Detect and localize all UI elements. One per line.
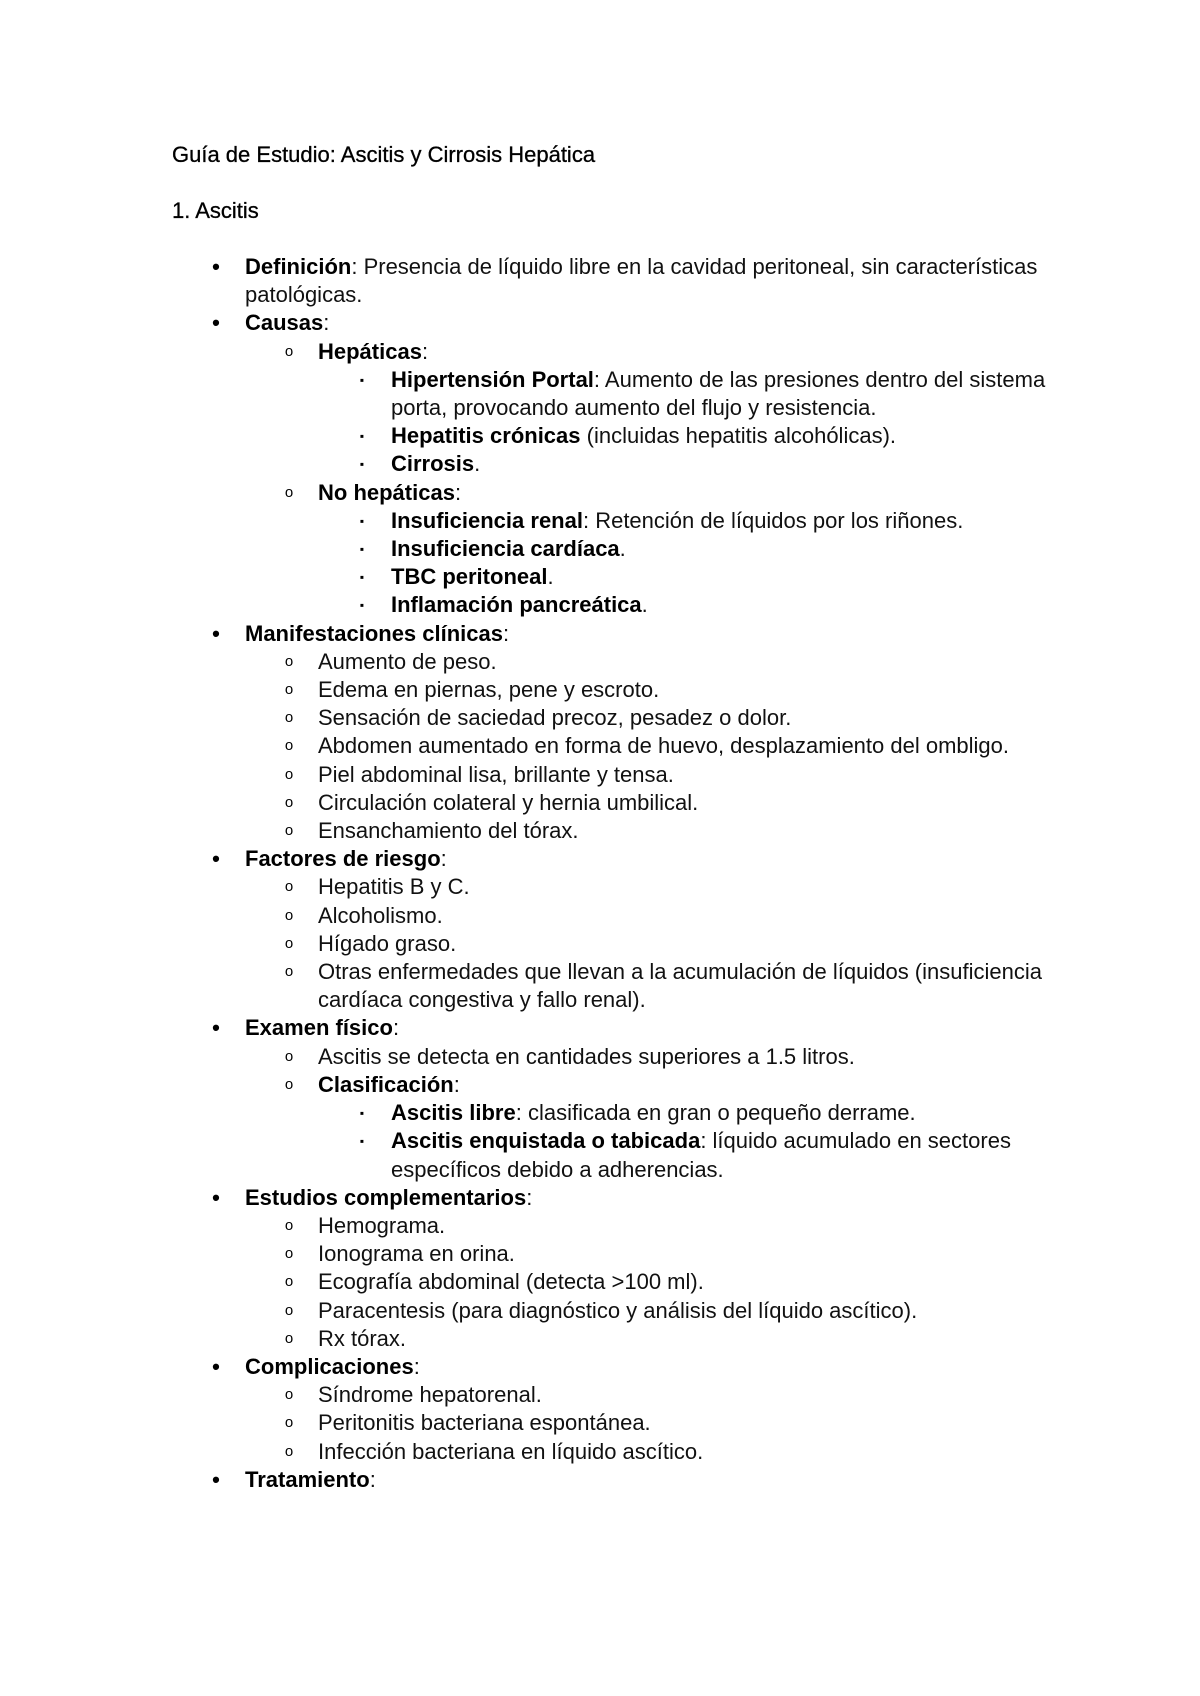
item-text: : líquido acumulado en sectores específicos debido a adherencias. [391, 1128, 1011, 1182]
bullet-icon: o [284, 1442, 294, 1460]
item-text: Infección bacteriana en líquido ascítico. [318, 1438, 704, 1464]
bullet-icon: o [284, 906, 294, 924]
item-text: . [619, 536, 626, 562]
item-text: Rx tórax. [318, 1325, 407, 1351]
item-text: : [453, 1071, 460, 1097]
list-item-level-1 [172, 845, 1072, 873]
bullet-icon: o [284, 1386, 294, 1404]
sub-list-container [245, 366, 1072, 479]
sub-list-container [245, 1099, 1072, 1184]
item-text: (incluidas hepatitis alcohólicas). [580, 423, 897, 449]
list-item-level-1 [172, 1014, 1072, 1042]
list-item-level-2 [245, 958, 1072, 1014]
item-text: Sensación de saciedad precoz, pesadez o dolor. [318, 705, 792, 731]
bullet-icon: • [212, 620, 220, 646]
item-term: Causas [245, 310, 324, 336]
item-term: Hepáticas [318, 338, 422, 364]
list-item-level-2 [245, 1071, 1072, 1099]
bullet-icon: ▪ [359, 1106, 365, 1121]
item-term: Ascitis libre [391, 1100, 516, 1126]
item-text: Ensanchamiento del tórax. [318, 818, 579, 844]
item-text: Hemograma. [318, 1212, 446, 1238]
list-item-level-1 [172, 620, 1072, 648]
item-text: Otras enfermedades que llevan a la acumulación de líquidos (insuficiencia cardíaca congestiva y fallo renal). [318, 959, 1042, 1013]
bullet-icon: o [284, 1075, 294, 1093]
item-term: Insuficiencia cardíaca [391, 536, 620, 562]
item-text: . [474, 451, 481, 477]
item-text: Paracentesis (para diagnóstico y análisis del líquido ascítico). [318, 1297, 918, 1323]
sub-list [245, 338, 1072, 620]
bullet-icon: o [284, 483, 294, 501]
bullet-icon: • [212, 846, 220, 872]
item-term: Hipertensión Portal [391, 366, 594, 392]
bullet-icon: ▪ [359, 1134, 365, 1149]
bullet-icon: ▪ [359, 372, 365, 387]
bullet-icon: o [284, 342, 294, 360]
item-term: Hepatitis crónicas [391, 423, 581, 449]
item-text: Ionograma en orina. [318, 1241, 515, 1267]
item-text: . [547, 564, 554, 590]
sub-list [318, 507, 1072, 620]
list-item-level-3 [318, 366, 1072, 422]
sub-list [318, 366, 1072, 479]
item-term: Examen físico [245, 1015, 393, 1041]
item-text: : [421, 338, 429, 364]
bullet-icon: ▪ [359, 542, 365, 557]
bullet-icon: o [284, 1245, 294, 1263]
sub-list [245, 1043, 1072, 1184]
bullet-icon: • [212, 1184, 220, 1210]
item-text: Síndrome hepatorenal. [318, 1382, 542, 1408]
item-text: Ecografía abdominal (detecta >100 ml). [318, 1269, 704, 1295]
list-item-level-3 [318, 1127, 1072, 1183]
sub-list [318, 1099, 1072, 1184]
outline-list [172, 253, 1072, 1494]
bullet-icon: ▪ [359, 457, 365, 472]
bullet-icon: • [212, 254, 220, 279]
list-item-level-2 [245, 1325, 1072, 1353]
bullet-icon: • [212, 1015, 220, 1041]
sub-list-container [245, 507, 1072, 620]
item-text: : Aumento de las presiones dentro del sistema porta, provocando aumento del flujo y resistencia. [391, 366, 1046, 421]
list-item-level-1 [172, 1184, 1072, 1212]
bullet-icon: ▪ [359, 513, 365, 528]
list-item-level-2 [245, 930, 1072, 958]
list-item-level-2 [245, 676, 1072, 704]
item-text: : [503, 620, 510, 646]
sub-list [245, 1381, 1072, 1466]
item-term: Cirrosis [391, 451, 475, 477]
bullet-icon: • [212, 310, 220, 336]
sub-list-container [172, 1212, 1072, 1353]
bullet-icon: o [284, 652, 294, 670]
bullet-icon: o [284, 737, 294, 755]
bullet-icon: o [284, 793, 294, 811]
bullet-icon: • [212, 1353, 220, 1379]
list-item-level-2 [245, 1297, 1072, 1325]
list-item-level-2 [245, 817, 1072, 845]
sub-list-container [172, 1043, 1072, 1184]
bullet-icon: ▪ [359, 570, 365, 585]
item-text: Hepatitis B y C. [318, 874, 470, 900]
list-item-level-1 [172, 1353, 1072, 1381]
sub-list [245, 873, 1072, 1014]
item-term: Factores de riesgo [245, 846, 441, 872]
list-item-level-3 [318, 450, 1072, 478]
item-text: : [392, 1015, 400, 1041]
section-heading: 1. Ascitis [172, 198, 259, 223]
list-item-level-3 [318, 507, 1072, 535]
item-text: Alcoholismo. [318, 902, 443, 928]
bullet-icon: o [284, 681, 294, 699]
sub-list-container [172, 873, 1072, 1014]
list-item-level-2 [245, 1240, 1072, 1268]
item-text: : [323, 310, 330, 336]
bullet-icon: o [284, 1329, 294, 1347]
item-term: No hepáticas [318, 479, 455, 505]
bullet-icon: o [284, 1414, 294, 1432]
bullet-icon: ▪ [359, 598, 365, 613]
sub-list-container [172, 648, 1072, 845]
list-item-level-2 [245, 1043, 1072, 1071]
bullet-icon: o [284, 934, 294, 952]
list-item-level-2 [245, 1438, 1072, 1466]
list-item-level-3 [318, 422, 1072, 450]
bullet-icon: o [284, 963, 294, 981]
list-item-level-2 [245, 789, 1072, 817]
item-text: : [454, 479, 462, 505]
item-text: : [440, 846, 447, 872]
sub-list [245, 1212, 1072, 1353]
item-text: : Presencia de líquido libre en la cavidad peritoneal, sin características patológicas. [245, 254, 1038, 308]
item-text: : [413, 1353, 420, 1379]
item-text: : clasificada en gran o pequeño derrame. [515, 1100, 916, 1126]
list-item-level-3 [318, 591, 1072, 619]
list-item-level-2 [245, 1381, 1072, 1409]
document-title: Guía de Estudio: Ascitis y Cirrosis Hepática [172, 142, 596, 167]
list-item-level-2 [245, 1268, 1072, 1296]
sub-list [245, 648, 1072, 845]
bullet-icon: o [284, 878, 294, 896]
bullet-icon: o [284, 1301, 294, 1319]
bullet-icon: • [212, 1466, 220, 1492]
list-item-level-2 [245, 1212, 1072, 1240]
list-item-level-2 [245, 1409, 1072, 1437]
sub-list-container [172, 338, 1072, 620]
item-term: Insuficiencia renal [391, 507, 583, 533]
item-term: Tratamiento [245, 1466, 370, 1492]
item-term: TBC peritoneal [391, 564, 548, 590]
item-text: : [526, 1184, 533, 1210]
item-text: Piel abdominal lisa, brillante y tensa. [318, 761, 674, 787]
list-item-level-2 [245, 648, 1072, 676]
item-term: Definición [245, 254, 352, 279]
bullet-icon: o [284, 765, 294, 783]
item-text: : Retención de líquidos por los riñones. [582, 507, 964, 533]
item-text: Edema en piernas, pene y escroto. [318, 677, 660, 703]
bullet-icon: o [284, 1216, 294, 1234]
list-item-level-3 [318, 1099, 1072, 1127]
item-text: : [369, 1466, 376, 1492]
bullet-icon: o [284, 1273, 294, 1291]
item-term: Inflamación pancreática [391, 592, 642, 618]
list-item-level-3 [318, 563, 1072, 591]
bullet-icon: ▪ [359, 429, 365, 444]
item-text: Ascitis se detecta en cantidades superiores a 1.5 litros. [318, 1043, 855, 1069]
item-term: Manifestaciones clínicas [245, 620, 503, 646]
item-text: Abdomen aumentado en forma de huevo, desplazamiento del ombligo. [318, 733, 1010, 759]
list-item-level-2 [245, 732, 1072, 760]
item-text: Hígado graso. [318, 930, 457, 956]
bullet-icon: o [284, 709, 294, 727]
list-item-level-2 [245, 902, 1072, 930]
item-term: Estudios complementarios [245, 1184, 527, 1210]
bullet-icon: o [284, 1047, 294, 1065]
list-item-level-2 [245, 873, 1072, 901]
item-term: Ascitis enquistada o tabicada [391, 1128, 701, 1154]
document-page [172, 141, 1072, 1494]
item-text: . [641, 592, 648, 618]
list-item-level-1 [172, 309, 1072, 337]
list-item-level-1 [172, 253, 1072, 309]
list-item-level-2 [245, 704, 1072, 732]
list-item-level-3 [318, 535, 1072, 563]
list-item-level-1 [172, 1466, 1072, 1494]
list-item-level-2 [245, 479, 1072, 507]
bullet-icon: o [284, 822, 294, 840]
item-term: Clasificación [318, 1071, 454, 1097]
item-term: Complicaciones [245, 1353, 414, 1379]
item-text: Circulación colateral y hernia umbilical. [318, 789, 699, 815]
item-text: Peritonitis bacteriana espontánea. [318, 1410, 651, 1436]
sub-list-container [172, 1381, 1072, 1466]
item-text: Aumento de peso. [318, 648, 497, 674]
list-item-level-2 [245, 761, 1072, 789]
list-item-level-2 [245, 338, 1072, 366]
